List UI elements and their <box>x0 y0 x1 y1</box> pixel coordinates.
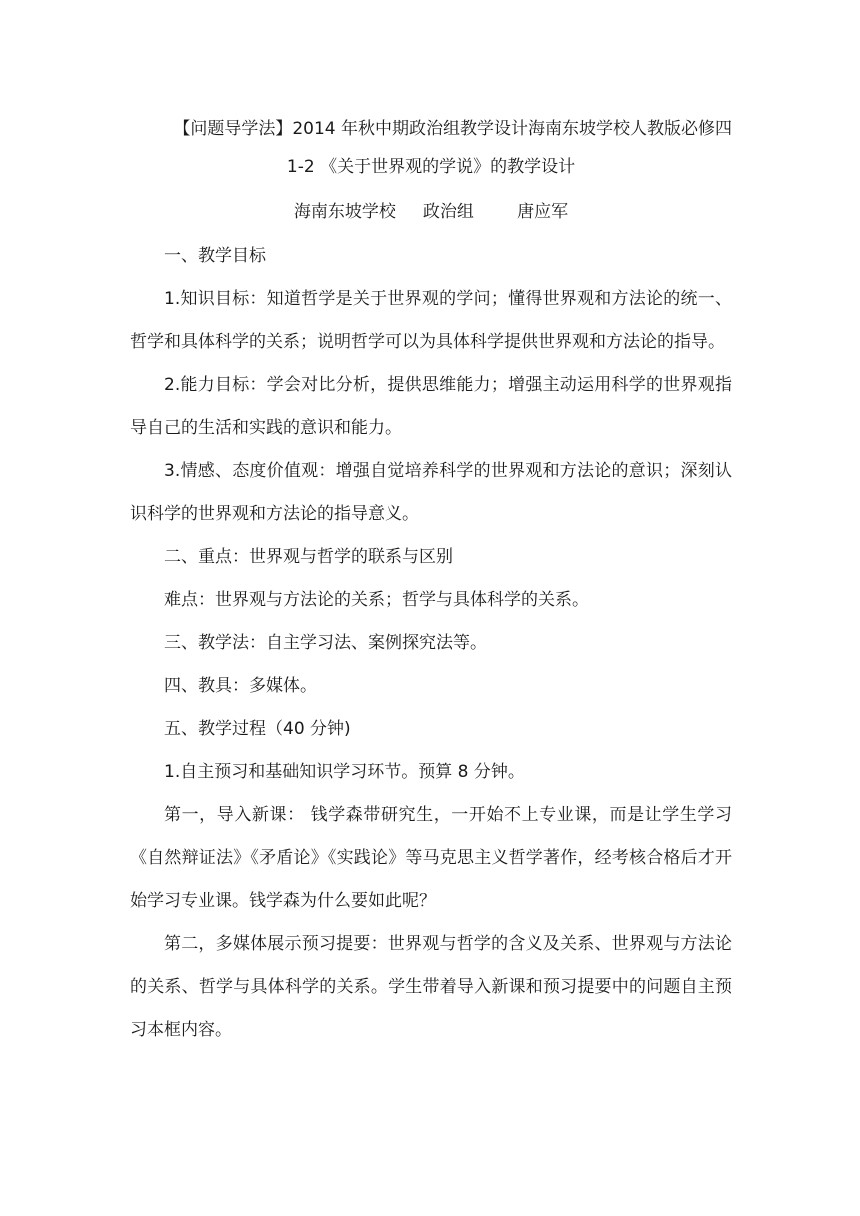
document-body <box>130 110 732 1052</box>
document-sections <box>130 235 732 1052</box>
objective-attitude: 3.情感、态度价值观：增强自觉培养科学的世界观和方法论的意识；深刻认识科学的世界观和方法论的指导意义。 <box>130 461 732 524</box>
section-teaching-method: 三、教学法：自主学习法、案例探究法等。 <box>164 633 487 653</box>
document-title-line-2: 1-2 《关于世界观的学说》的教学设计 <box>286 157 576 177</box>
section-teaching-process: 五、教学过程（40 分钟) <box>164 719 351 739</box>
objective-knowledge: 1.知识目标：知道哲学是关于世界观的学问；懂得世界观和方法论的统一、哲学和具体科学的关系；说明哲学可以为具体科学提供世界观和方法论的指导。 <box>130 289 732 352</box>
process-intro-new-lesson: 第一，导入新课： 钱学森带研究生，一开始不上专业课，而是让学生学习《自然辩证法》《矛盾论》《实践论》等马克思主义哲学著作，经考核合格后才开始学习专业课。钱学森为什么要如此呢？ <box>130 805 732 911</box>
section-teaching-tools: 四、教具：多媒体。 <box>164 676 317 696</box>
section-heading-objectives: 一、教学目标 <box>164 246 266 266</box>
section-key-points: 二、重点：世界观与哲学的联系与区别 <box>164 547 453 567</box>
document-title-line-1: 【问题导学法】2014 年秋中期政治组教学设计海南东坡学校人教版必修四 <box>173 119 732 139</box>
author-line: 海南东坡学校 政治组 唐应军 <box>293 202 569 222</box>
process-step-1: 1.自主预习和基础知识学习环节。预算 8 分钟。 <box>164 762 525 782</box>
section-difficult-points: 难点：世界观与方法论的关系；哲学与具体科学的关系。 <box>164 590 589 610</box>
objective-ability: 2.能力目标：学会对比分析，提供思维能力；增强主动运用科学的世界观指导自己的生活和实践的意识和能力。 <box>130 375 732 438</box>
process-preview-outline: 第二，多媒体展示预习提要：世界观与哲学的含义及关系、世界观与方法论的关系、哲学与具体科学的关系。学生带着导入新课和预习提要中的问题自主预习本框内容。 <box>130 934 732 1040</box>
